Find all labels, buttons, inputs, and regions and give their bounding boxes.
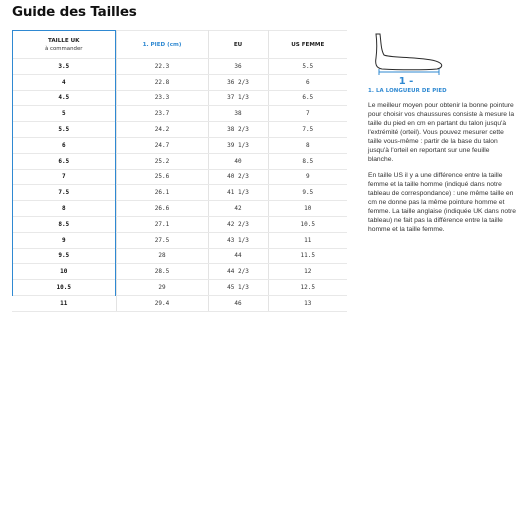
cell-us: 8.5 (268, 153, 347, 169)
cell-pied: 24.7 (116, 137, 208, 153)
cell-us: 7 (268, 106, 347, 122)
cell-uk: 8.5 (12, 216, 116, 232)
cell-pied: 25.2 (116, 153, 208, 169)
cell-eu: 44 (208, 248, 268, 264)
table-body (12, 59, 347, 312)
cell-eu: 42 2/3 (208, 216, 268, 232)
figure-number: 1 - (398, 76, 414, 87)
cell-uk: 9 (12, 232, 116, 248)
table-row (12, 232, 347, 248)
size-guide-table (12, 30, 347, 312)
cell-uk: 10 (12, 264, 116, 280)
cell-us: 8 (268, 137, 347, 153)
cell-uk: 6 (12, 137, 116, 153)
page-title: Guide des Tailles (12, 4, 137, 20)
cell-pied: 27.5 (116, 232, 208, 248)
cell-us: 10 (268, 201, 347, 217)
cell-uk: 7 (12, 169, 116, 185)
cell-us: 6 (268, 74, 347, 90)
table-row (12, 216, 347, 232)
table-row (12, 74, 347, 90)
cell-us: 12.5 (268, 280, 347, 296)
cell-us: 13 (268, 295, 347, 311)
cell-eu: 44 2/3 (208, 264, 268, 280)
cell-eu: 38 2/3 (208, 122, 268, 138)
cell-eu: 40 (208, 153, 268, 169)
cell-us: 10.5 (268, 216, 347, 232)
cell-us: 9.5 (268, 185, 347, 201)
cell-uk: 5.5 (12, 122, 116, 138)
cell-pied: 29 (116, 280, 208, 296)
cell-pied: 25.6 (116, 169, 208, 185)
table-row (12, 106, 347, 122)
table-row (12, 153, 347, 169)
cell-us: 7.5 (268, 122, 347, 138)
table-row (12, 169, 347, 185)
table-header-row (12, 31, 347, 59)
header-us: US FEMME (268, 31, 347, 59)
cell-uk: 10.5 (12, 280, 116, 296)
cell-us: 6.5 (268, 90, 347, 106)
cell-pied: 28.5 (116, 264, 208, 280)
cell-eu: 40 2/3 (208, 169, 268, 185)
cell-uk: 9.5 (12, 248, 116, 264)
cell-uk: 11 (12, 295, 116, 311)
cell-pied: 27.1 (116, 216, 208, 232)
cell-pied: 26.1 (116, 185, 208, 201)
header-uk-label: TAILLE UK (47, 37, 80, 44)
figure-caption: 1. LA LONGUEUR DE PIED (368, 88, 447, 94)
cell-uk: 8 (12, 201, 116, 217)
cell-pied: 29.4 (116, 295, 208, 311)
cell-us: 5.5 (268, 59, 347, 75)
cell-uk: 4.5 (12, 90, 116, 106)
foot-measure-icon (370, 30, 446, 76)
cell-pied: 28 (116, 248, 208, 264)
cell-pied: 22.3 (116, 59, 208, 75)
cell-eu: 36 2/3 (208, 74, 268, 90)
cell-eu: 41 1/3 (208, 185, 268, 201)
cell-pied: 22.8 (116, 74, 208, 90)
table-row (12, 201, 347, 217)
table-row (12, 59, 347, 75)
table-row (12, 295, 347, 311)
table-row (12, 248, 347, 264)
cell-us: 12 (268, 264, 347, 280)
cell-us: 11.5 (268, 248, 347, 264)
cell-uk: 7.5 (12, 185, 116, 201)
cell-pied: 23.7 (116, 106, 208, 122)
cell-uk: 6.5 (12, 153, 116, 169)
cell-eu: 46 (208, 295, 268, 311)
cell-pied: 23.3 (116, 90, 208, 106)
table-row (12, 264, 347, 280)
description-paragraph-2: En taille US il y a une différence entre la taille femme et la taille homme (indiqué dans notre tableau de correspondance) : une même taille en cm ne donne pas la même pointure homme et femme. La taille anglaise (indiquée UK dans notre tableau) ne fait pas la différence entre la taille homme et la taille femme. (368, 172, 516, 233)
side-panel (368, 30, 516, 234)
cell-uk: 5 (12, 106, 116, 122)
cell-pied: 26.6 (116, 201, 208, 217)
cell-eu: 39 1/3 (208, 137, 268, 153)
header-uk (12, 31, 116, 59)
cell-eu: 45 1/3 (208, 280, 268, 296)
table-row (12, 137, 347, 153)
header-uk-sublabel: à commander (45, 45, 83, 52)
description-paragraph-1: Le meilleur moyen pour obtenir la bonne pointure pour choisir vos chaussures consiste à mesure la taille du pied en cm en partant du talon jusqu'à l'extrémité (orteil). Vous pouvez mesurer cette taille vous-même : partir de la base du talon jusqu'à l'orteil en reportant sur une feuille blanche. (368, 102, 515, 163)
cell-us: 9 (268, 169, 347, 185)
cell-us: 11 (268, 232, 347, 248)
cell-eu: 36 (208, 59, 268, 75)
cell-eu: 42 (208, 201, 268, 217)
cell-eu: 37 1/3 (208, 90, 268, 106)
table-row (12, 90, 347, 106)
header-pied: 1. PIED (cm) (116, 31, 208, 59)
table-row (12, 122, 347, 138)
table-row (12, 185, 347, 201)
cell-eu: 43 1/3 (208, 232, 268, 248)
cell-uk: 4 (12, 74, 116, 90)
cell-uk: 3.5 (12, 59, 116, 75)
header-eu: EU (208, 31, 268, 59)
cell-pied: 24.2 (116, 122, 208, 138)
cell-eu: 38 (208, 106, 268, 122)
table-row (12, 280, 347, 296)
